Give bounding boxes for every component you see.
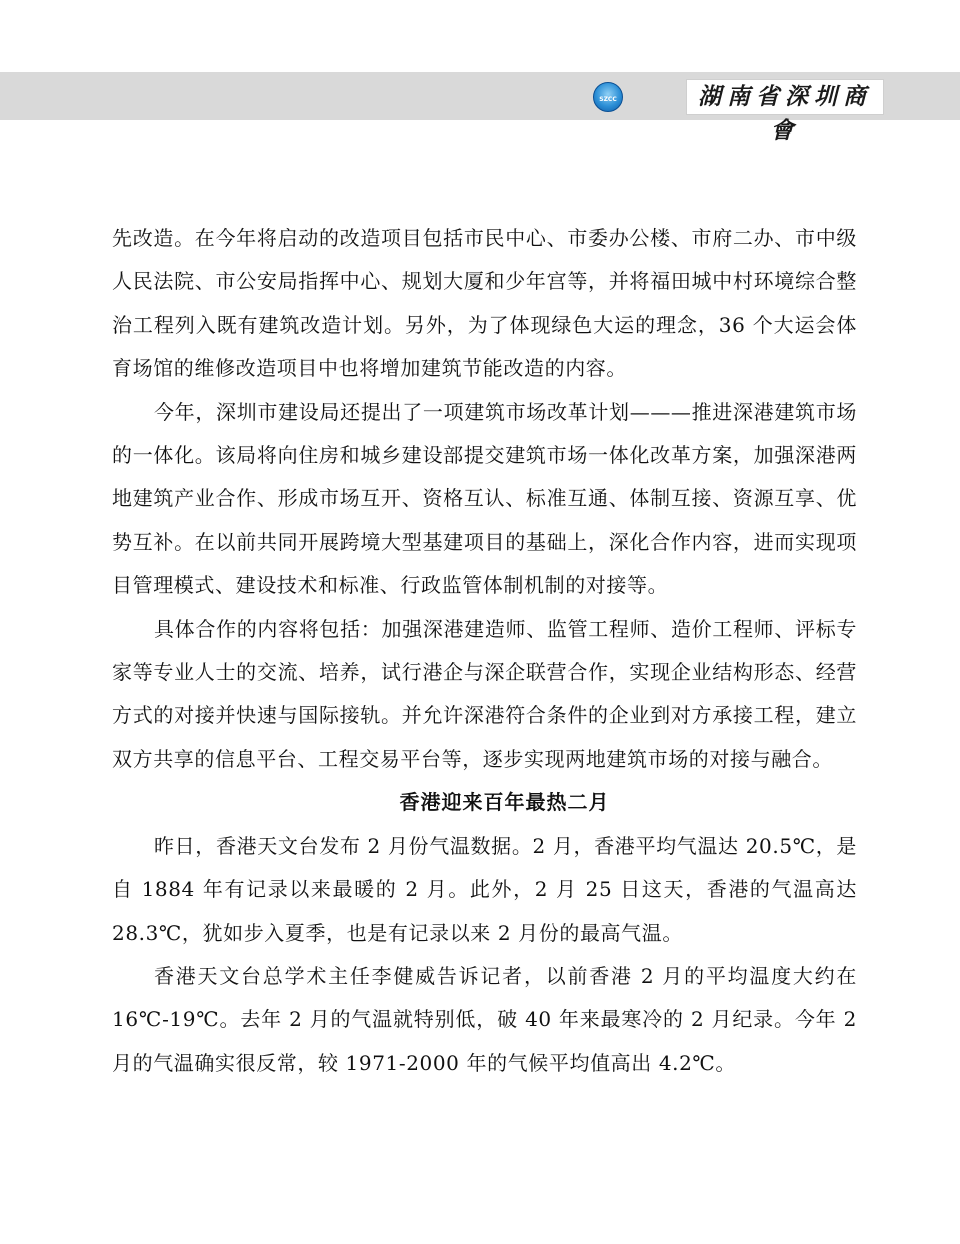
paragraph-market-reform: 今年，深圳市建设局还提出了一项建筑市场改革计划———推进深港建筑市场的一体化。该局将向住房和城乡建设部提交建筑市场一体化改革方案，加强深港两地建筑产业合作、形成市场互开、资格互认、标准互通、体制互接、资源互享、优势互补。在以前共同开展跨境大型基建项目的基础上，深化合作内容，进而实现项目管理模式、建设技术和标准、行政监管体制机制的对接等。 (112, 399, 857, 598)
szcc-logo-icon (593, 82, 623, 112)
logo-text: SZCC (599, 96, 617, 103)
paragraph-cooperation: 具体合作的内容将包括：加强深港建造师、监管工程师、造价工程师、评标专家等专业人士的交流、培养，试行港企与深企联营合作，实现企业结构形态、经营方式的对接并快速与国际接轨。并允许深港符合条件的企业到对方承接工程，建立双方共享的信息平台、工程交易平台等，逐步实现两地建筑市场的对接与融合。 (112, 616, 857, 771)
document-body (112, 217, 857, 1085)
organization-name: 湖南省深圳商會 (686, 79, 884, 115)
section-title: 香港迎来百年最热二月 (399, 790, 610, 815)
paragraph-observatory-comment: 香港天文台总学术主任李健威告诉记者，以前香港 2 月的平均温度大约在 16℃-19℃。去年 2 月的气温就特别低，破 40 年来最寒冷的 2 月纪录。今年 2 月的气温确实很反常，较 1971-2000 年的气候平均值高出 4.2℃。 (112, 963, 857, 1075)
paragraph-temperature-data: 昨日，香港天文台发布 2 月份气温数据。2 月，香港平均气温达 20.5℃，是自 1884 年有记录以来最暖的 2 月。此外，2 月 25 日这天，香港的气温高达 28.3℃，犹如步入夏季，也是有记录以来 2 月份的最高气温。 (112, 833, 857, 945)
paragraph-renovation: 先改造。在今年将启动的改造项目包括市民中心、市委办公楼、市府二办、市中级人民法院、市公安局指挥中心、规划大厦和少年宫等，并将福田城中村环境综合整治工程列入既有建筑改造计划。另外，为了体现绿色大运的理念，36 个大运会体育场馆的维修改造项目中也将增加建筑节能改造的内容。 (112, 226, 857, 381)
